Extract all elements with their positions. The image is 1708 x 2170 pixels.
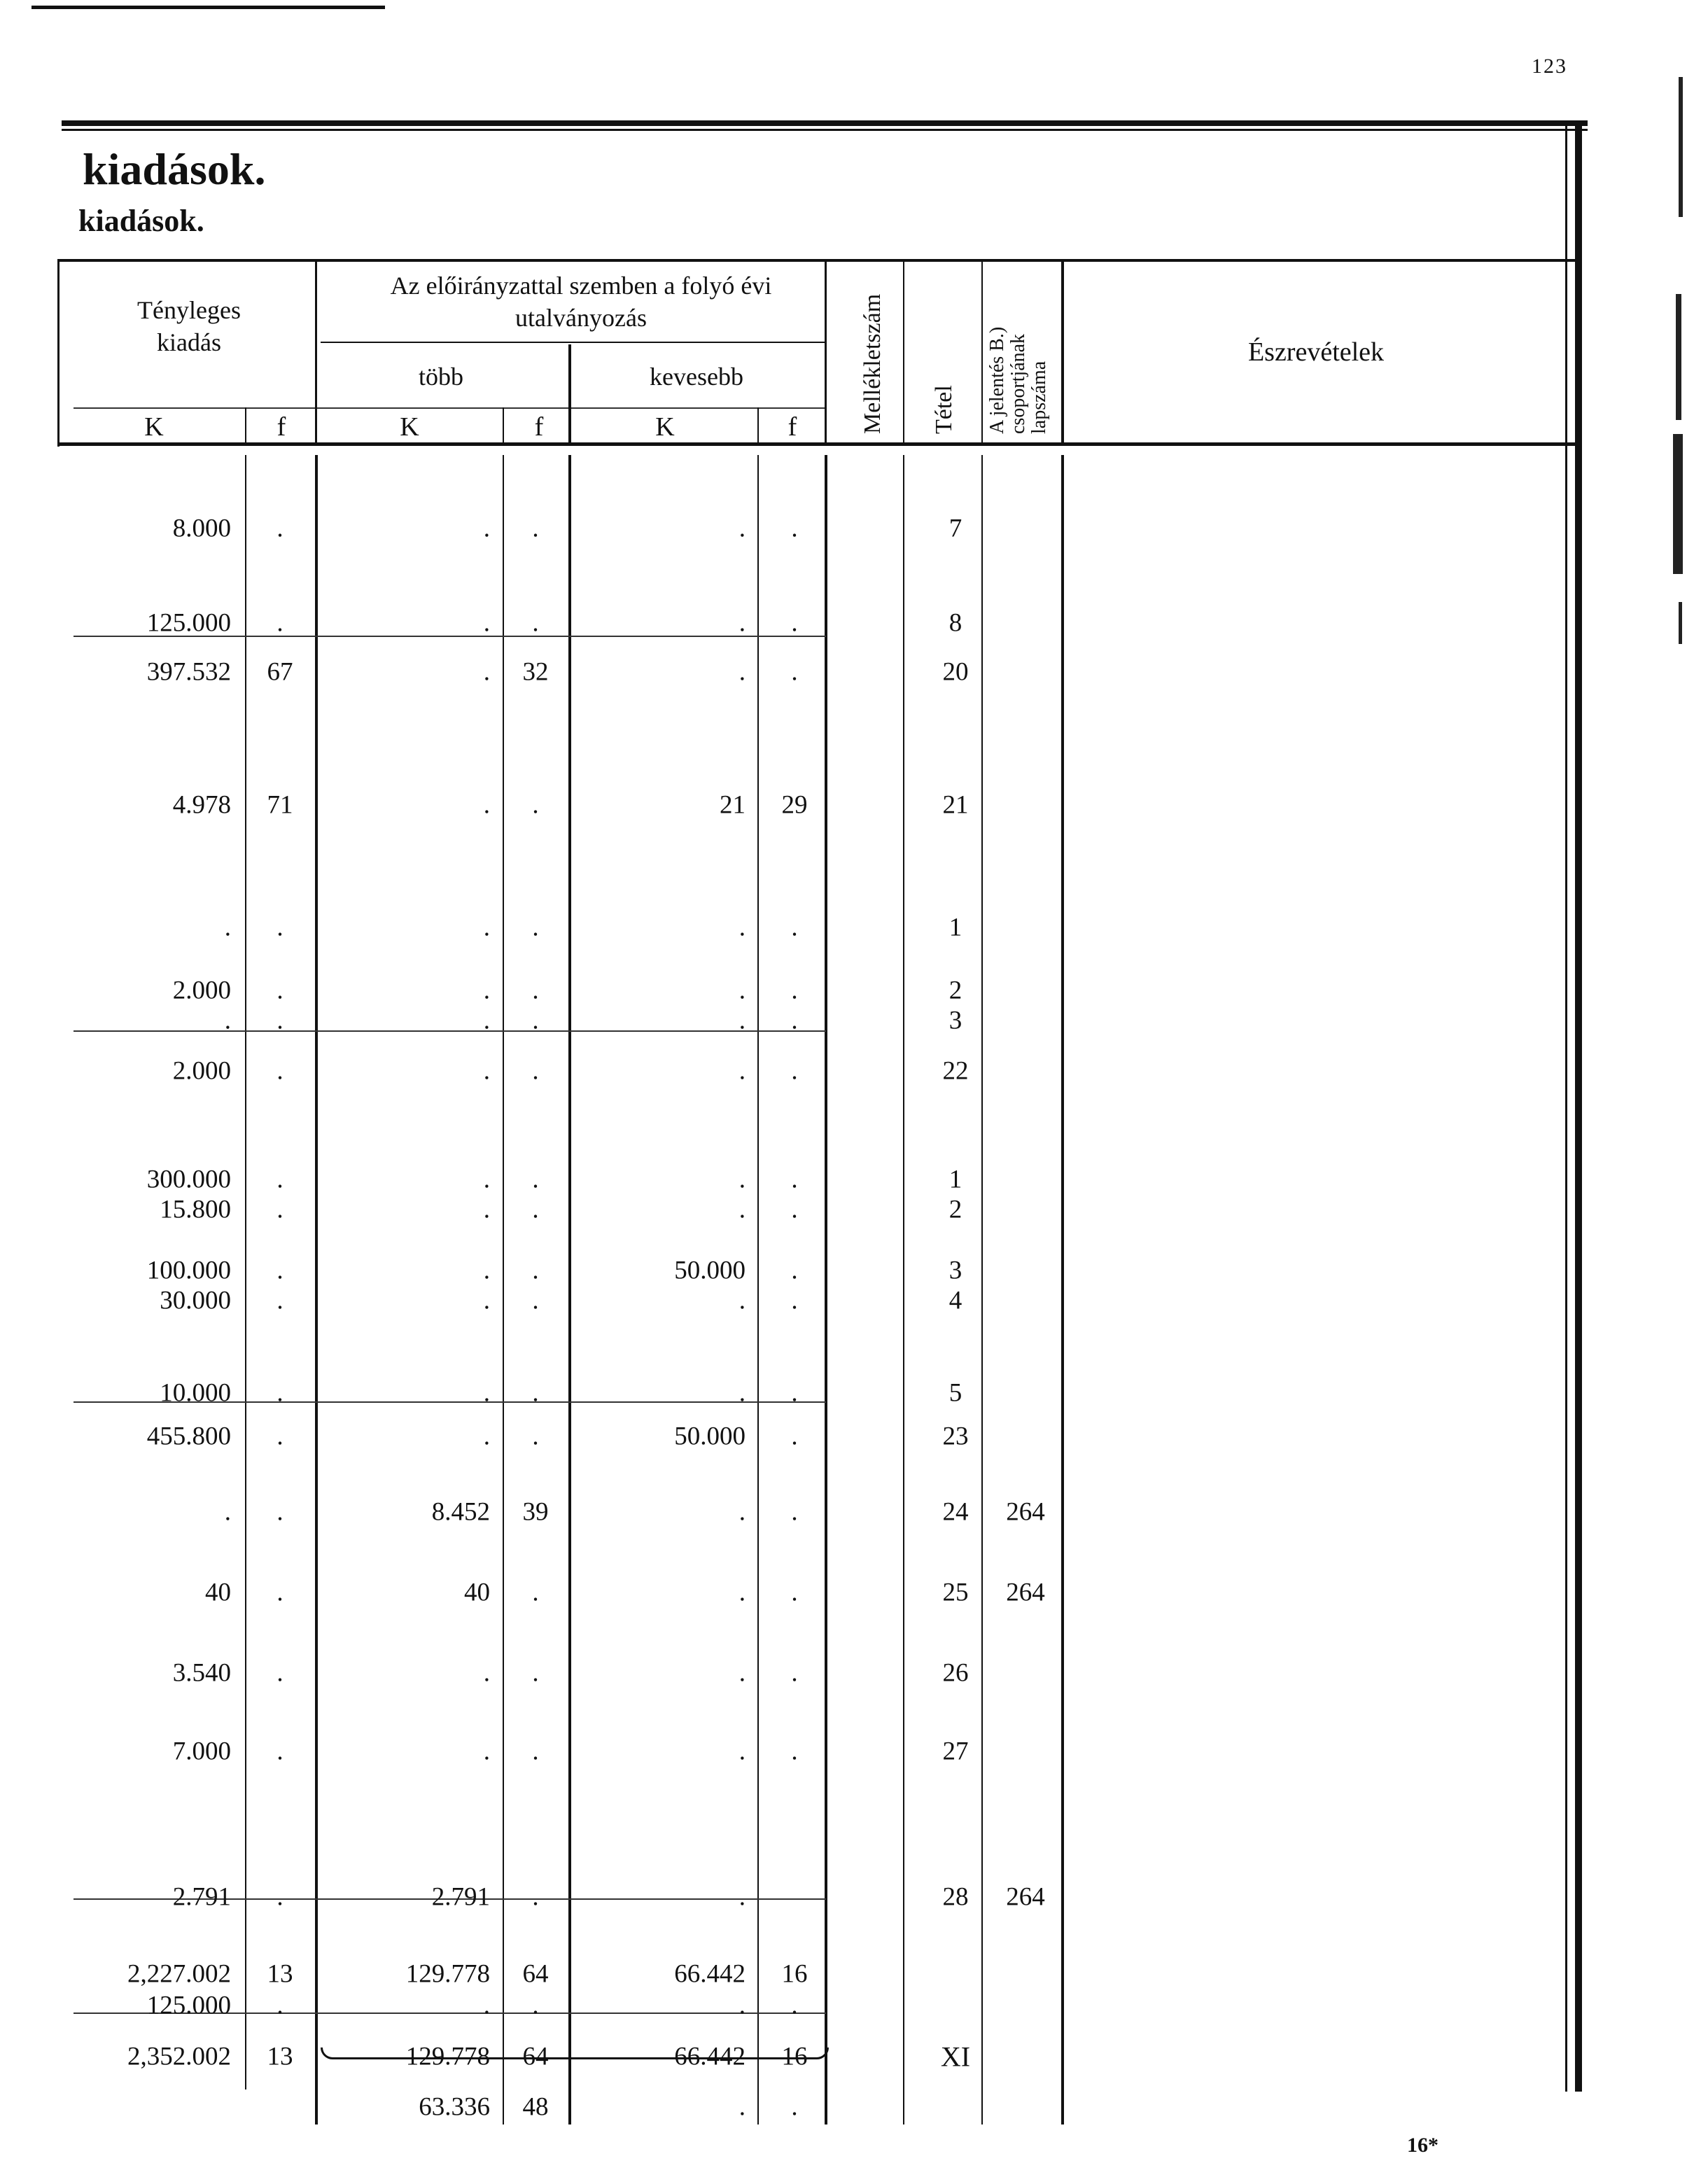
cell-lf: . bbox=[791, 514, 798, 543]
header-bottom-rule bbox=[57, 442, 1580, 446]
cell-ak: 397.532 bbox=[146, 657, 231, 687]
cell-item: 4 bbox=[948, 1286, 962, 1315]
cell-lf: . bbox=[791, 913, 798, 942]
cell-item: 23 bbox=[942, 1422, 969, 1451]
cell-lk: . bbox=[738, 1658, 746, 1688]
cell-mk: 129.778 bbox=[405, 2042, 490, 2071]
cell-ak: 4.978 bbox=[172, 790, 231, 820]
main-title: kiadások. bbox=[83, 144, 266, 194]
cell-mk: . bbox=[483, 1006, 490, 1035]
col-rule-annex bbox=[825, 455, 827, 2124]
cell-mf: . bbox=[532, 1056, 539, 1086]
cell-lk: . bbox=[738, 913, 746, 942]
cell-ak: 40 bbox=[205, 1578, 231, 1607]
cell-lk: . bbox=[738, 976, 746, 1005]
cell-mf: . bbox=[532, 1422, 539, 1451]
cell-mf: . bbox=[532, 514, 539, 543]
cell-ak: 300.000 bbox=[146, 1165, 231, 1194]
cell-mf: . bbox=[532, 608, 539, 638]
cell-af: . bbox=[276, 1658, 284, 1688]
col-rule-h-remarks bbox=[1061, 260, 1064, 444]
cell-mf: . bbox=[532, 913, 539, 942]
cell-af: . bbox=[276, 1578, 284, 1607]
cell-lf: . bbox=[791, 1256, 798, 1285]
cell-item: 27 bbox=[942, 1737, 969, 1766]
cell-mk: . bbox=[483, 1056, 490, 1086]
cell-mk: 8.452 bbox=[431, 1497, 490, 1527]
cell-af: . bbox=[276, 1195, 284, 1224]
cell-ak: 455.800 bbox=[146, 1422, 231, 1451]
cell-item: 2 bbox=[948, 976, 962, 1005]
unit-rule bbox=[74, 407, 826, 409]
cell-lf: . bbox=[791, 1991, 798, 2020]
unit-more-f: f bbox=[534, 412, 544, 442]
cell-af: . bbox=[276, 1422, 284, 1451]
cell-ak: 15.800 bbox=[160, 1195, 231, 1224]
cell-item: 3 bbox=[948, 1256, 962, 1285]
cell-lf: . bbox=[791, 1658, 798, 1688]
cell-mf: 32 bbox=[522, 657, 549, 687]
cell-item: 25 bbox=[942, 1578, 969, 1607]
cell-lf: . bbox=[791, 1497, 798, 1527]
col-rule-h-lf bbox=[757, 407, 759, 444]
col-rule-page bbox=[981, 455, 983, 2124]
cell-mk: . bbox=[483, 1256, 490, 1285]
left-frame-header bbox=[57, 259, 59, 447]
cell-item: 24 bbox=[942, 1497, 969, 1527]
cell-item: 26 bbox=[942, 1658, 969, 1688]
header-remarks: Észrevételek bbox=[1247, 337, 1385, 367]
cell-lk: . bbox=[738, 514, 746, 543]
cell-lf: 16 bbox=[781, 2042, 808, 2071]
cell-mk: 2.791 bbox=[431, 1882, 490, 1912]
cell-af: 67 bbox=[267, 657, 293, 687]
col-rule-h-af bbox=[245, 407, 246, 444]
col-rule-item bbox=[903, 455, 904, 2124]
cell-af: . bbox=[276, 1497, 284, 1527]
cell-mf: . bbox=[532, 1256, 539, 1285]
margin-mark bbox=[1676, 294, 1681, 420]
cell-lf: . bbox=[791, 1578, 798, 1607]
header-report-page-1: A jelentés B.) bbox=[986, 326, 1008, 434]
cell-mk: . bbox=[483, 1422, 490, 1451]
cell-ak: 8.000 bbox=[172, 514, 231, 543]
cell-lk: . bbox=[738, 1378, 746, 1408]
cell-ak: 2,352.002 bbox=[127, 2042, 231, 2071]
cell-page: 264 bbox=[1006, 1497, 1045, 1527]
cell-mk: . bbox=[483, 1658, 490, 1688]
cell-item: 5 bbox=[948, 1378, 962, 1408]
cell-af: . bbox=[276, 1256, 284, 1285]
cell-af: 13 bbox=[267, 2042, 293, 2071]
cell-lf: . bbox=[791, 1165, 798, 1194]
cell-item: 1 bbox=[948, 913, 962, 942]
cell-mf: . bbox=[532, 1286, 539, 1315]
cell-mf: . bbox=[532, 1882, 539, 1912]
col-rule-mf bbox=[503, 455, 504, 2124]
cell-mf: . bbox=[532, 1737, 539, 1766]
cell-ak: 125.000 bbox=[146, 1991, 231, 2020]
header-item: Tétel bbox=[931, 385, 957, 434]
cell-lk: 50.000 bbox=[674, 1256, 746, 1285]
cell-item: 21 bbox=[942, 790, 969, 820]
cell-lk: 66.442 bbox=[674, 1959, 746, 1989]
cell-mk: . bbox=[483, 913, 490, 942]
cell-af: . bbox=[276, 1991, 284, 2020]
cell-lk: . bbox=[738, 1737, 746, 1766]
cell-lf: 29 bbox=[781, 790, 808, 820]
page-number: 123 bbox=[1532, 55, 1567, 78]
cell-lf: . bbox=[791, 1056, 798, 1086]
cell-ak: 30.000 bbox=[160, 1286, 231, 1315]
cell-mk: . bbox=[483, 608, 490, 638]
margin-mark bbox=[1673, 434, 1683, 574]
cell-lf: . bbox=[791, 1422, 798, 1451]
col-rule-h-annex bbox=[825, 260, 827, 444]
cell-ak: 3.540 bbox=[172, 1658, 231, 1688]
header-top-rule bbox=[57, 259, 1580, 262]
cell-mf: . bbox=[532, 1578, 539, 1607]
cell-mk: . bbox=[483, 790, 490, 820]
margin-mark bbox=[1679, 602, 1682, 644]
cell-lf: . bbox=[791, 1737, 798, 1766]
cell-lf: . bbox=[791, 608, 798, 638]
cell-af: . bbox=[276, 1737, 284, 1766]
cell-lk: . bbox=[738, 1195, 746, 1224]
cell-ak: 10.000 bbox=[160, 1378, 231, 1408]
cell-ak: . bbox=[224, 1497, 231, 1527]
cell-lf: 16 bbox=[781, 1959, 808, 1989]
cell-mk: . bbox=[483, 657, 490, 687]
cell-mk: 40 bbox=[464, 1578, 490, 1607]
footer-mark: 16* bbox=[1407, 2134, 1438, 2157]
cell-item: XI bbox=[940, 2040, 971, 2073]
cell-mf: . bbox=[532, 1195, 539, 1224]
cell-af: . bbox=[276, 976, 284, 1005]
cell-lk: . bbox=[738, 1882, 746, 1912]
cell-lk: 50.000 bbox=[674, 1422, 746, 1451]
cell-lk: . bbox=[738, 1578, 746, 1607]
cell-lk: 21 bbox=[720, 790, 746, 820]
header-less: kevesebb bbox=[650, 363, 743, 391]
cell-af: . bbox=[276, 608, 284, 638]
cell-mf: 48 bbox=[522, 2092, 549, 2122]
cell-mk: . bbox=[483, 1737, 490, 1766]
cell-mk: . bbox=[483, 1991, 490, 2020]
cell-mf: 64 bbox=[522, 1959, 549, 1989]
cell-lk: . bbox=[738, 2092, 746, 2122]
cell-mf: . bbox=[532, 790, 539, 820]
cell-lk: . bbox=[738, 1056, 746, 1086]
unit-actual-k: K bbox=[144, 412, 164, 442]
header-report-page-2: csoportjának bbox=[1007, 333, 1029, 434]
right-frame-thin bbox=[1565, 125, 1567, 2092]
cell-mf: . bbox=[532, 1991, 539, 2020]
cell-mk: . bbox=[483, 1378, 490, 1408]
cell-ak: 2,227.002 bbox=[127, 1959, 231, 1989]
cell-ak: 125.000 bbox=[146, 608, 231, 638]
cell-lk: 66.442 bbox=[674, 2042, 746, 2071]
cell-af: . bbox=[276, 1056, 284, 1086]
cell-mf: . bbox=[532, 1006, 539, 1035]
cell-mf: . bbox=[532, 976, 539, 1005]
cell-ak: 2.000 bbox=[172, 1056, 231, 1086]
cell-page: 264 bbox=[1006, 1882, 1045, 1912]
col-rule-h-page bbox=[981, 260, 983, 444]
header-annex: Mellékletszám bbox=[860, 293, 886, 434]
cell-af: . bbox=[276, 1165, 284, 1194]
top-heavy-rule bbox=[62, 120, 1588, 126]
cell-item: 22 bbox=[942, 1056, 969, 1086]
cell-item: 7 bbox=[948, 514, 962, 543]
cell-ak: 2.000 bbox=[172, 976, 231, 1005]
margin-mark bbox=[1679, 77, 1683, 217]
col-rule-af bbox=[245, 455, 246, 2090]
col-rule-remarks bbox=[1061, 455, 1064, 2124]
unit-actual-f: f bbox=[276, 412, 286, 442]
cell-ak: 100.000 bbox=[146, 1256, 231, 1285]
cell-item: 20 bbox=[942, 657, 969, 687]
cell-lk: . bbox=[738, 608, 746, 638]
header-actual: Tényleges kiadás bbox=[137, 296, 241, 356]
col-rule-h-lk bbox=[568, 344, 571, 444]
cell-lf: . bbox=[791, 1195, 798, 1224]
cell-mk: . bbox=[483, 1165, 490, 1194]
cell-lf: . bbox=[791, 1006, 798, 1035]
cell-af: . bbox=[276, 1286, 284, 1315]
cell-lk: . bbox=[738, 1991, 746, 2020]
cell-item: 3 bbox=[948, 1006, 962, 1035]
col-rule-h-mk bbox=[315, 260, 317, 444]
top-rule bbox=[31, 6, 385, 9]
cell-mf: . bbox=[532, 1165, 539, 1194]
cell-mk: . bbox=[483, 976, 490, 1005]
cell-mf: . bbox=[532, 1378, 539, 1408]
cell-ak: . bbox=[224, 1006, 231, 1035]
cell-mk: . bbox=[483, 1195, 490, 1224]
cell-mf: 64 bbox=[522, 2042, 549, 2071]
cell-lf: . bbox=[791, 657, 798, 687]
cell-item: 8 bbox=[948, 608, 962, 638]
cell-mf: . bbox=[532, 1658, 539, 1688]
cell-ak: 7.000 bbox=[172, 1737, 231, 1766]
cell-af: 71 bbox=[267, 790, 293, 820]
cell-ak: 2.791 bbox=[172, 1882, 231, 1912]
cell-lf: . bbox=[791, 1286, 798, 1315]
col-rule-h-item bbox=[903, 260, 904, 444]
cell-lk: . bbox=[738, 1006, 746, 1035]
cell-lf: . bbox=[791, 1378, 798, 1408]
cell-mf: 39 bbox=[522, 1497, 549, 1527]
cell-lf: . bbox=[791, 976, 798, 1005]
sub-title: kiadások. bbox=[78, 204, 204, 238]
cell-lk: . bbox=[738, 1497, 746, 1527]
cell-mk: . bbox=[483, 514, 490, 543]
cell-item: 1 bbox=[948, 1165, 962, 1194]
header-compare: Az előirányzattal szemben a folyó évi utalványozás bbox=[390, 272, 772, 332]
cell-af: . bbox=[276, 913, 284, 942]
unit-less-f: f bbox=[788, 412, 797, 442]
cell-lk: . bbox=[738, 1286, 746, 1315]
cell-page: 264 bbox=[1006, 1578, 1045, 1607]
cell-af: 13 bbox=[267, 1959, 293, 1989]
compare-rule bbox=[321, 342, 826, 343]
cell-mk: 129.778 bbox=[405, 1959, 490, 1989]
cell-lf: . bbox=[791, 2092, 798, 2122]
cell-mk: 63.336 bbox=[419, 2092, 490, 2122]
header-report-page-3: lapszáma bbox=[1028, 360, 1050, 434]
cell-af: . bbox=[276, 514, 284, 543]
cell-ak: . bbox=[224, 913, 231, 942]
cell-af: . bbox=[276, 1882, 284, 1912]
unit-less-k: K bbox=[655, 412, 675, 442]
col-rule-h-mf bbox=[503, 407, 504, 444]
cell-af: . bbox=[276, 1006, 284, 1035]
header-more: több bbox=[418, 363, 463, 391]
unit-more-k: K bbox=[400, 412, 419, 442]
cell-lk: . bbox=[738, 1165, 746, 1194]
cell-item: 28 bbox=[942, 1882, 969, 1912]
right-frame bbox=[1575, 125, 1582, 2092]
cell-mk: . bbox=[483, 1286, 490, 1315]
top-thin-rule bbox=[62, 129, 1588, 131]
cell-item: 2 bbox=[948, 1195, 962, 1224]
cell-af: . bbox=[276, 1378, 284, 1408]
cell-lk: . bbox=[738, 657, 746, 687]
col-rule-lf bbox=[757, 455, 759, 2124]
